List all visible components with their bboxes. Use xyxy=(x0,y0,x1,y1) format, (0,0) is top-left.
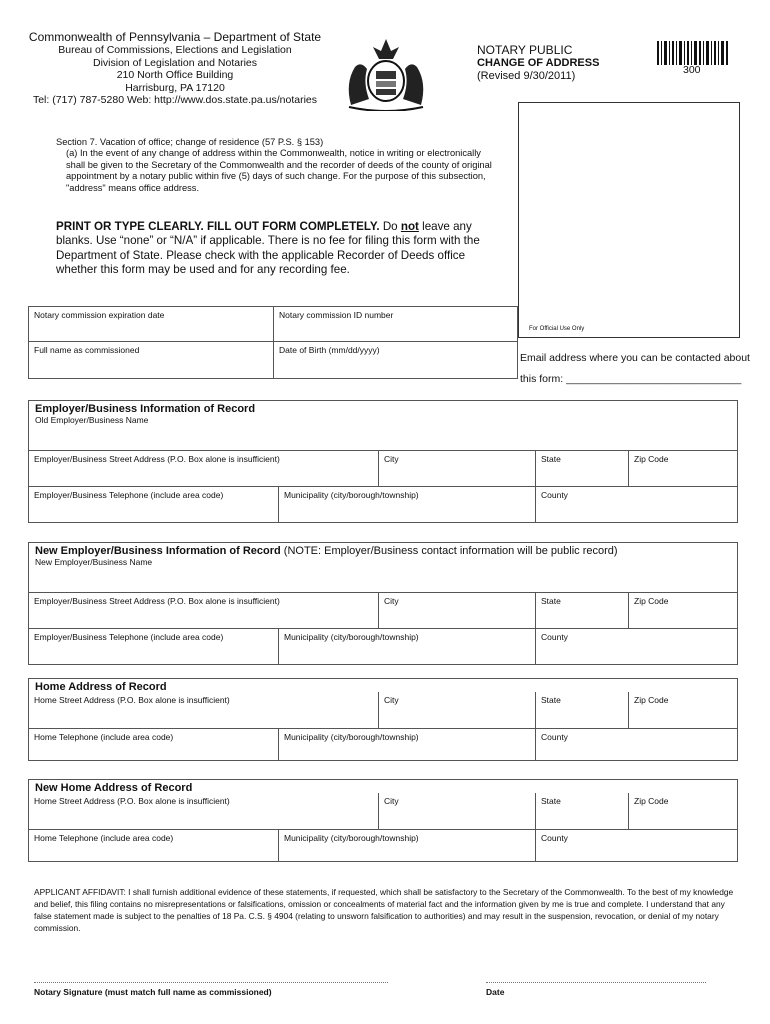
email-field[interactable]: ______________________________ xyxy=(566,373,742,385)
home-city-field[interactable]: City xyxy=(378,692,535,728)
new-employer-state-field[interactable]: State xyxy=(535,593,628,629)
home-state-field[interactable]: State xyxy=(535,692,628,728)
barcode-number: 300 xyxy=(683,64,701,76)
section7-heading: Section 7. Vacation of office; change of residence (57 P.S. § 153) xyxy=(56,137,324,147)
email-label: Email address where you can be contacted about xyxy=(520,352,750,364)
new-home-address-row xyxy=(29,793,737,829)
new-employer-phone-field[interactable]: Employer/Business Telephone (include area code) xyxy=(34,632,224,642)
instructions xyxy=(56,220,481,277)
new-employer-phone-row xyxy=(29,628,737,665)
official-use-label: For Official Use Only xyxy=(529,326,585,332)
new-employer-section xyxy=(28,542,738,665)
new-employer-address-row xyxy=(29,592,737,629)
section7-text xyxy=(56,137,496,194)
form-title-block xyxy=(477,44,599,83)
old-employer-zip-field[interactable]: Zip Code xyxy=(628,451,737,487)
new-home-municipality-field[interactable]: Municipality (city/borough/township) xyxy=(278,830,535,862)
notary-fields-table xyxy=(28,306,518,379)
new-home-zip-field[interactable]: Zip Code xyxy=(628,793,737,829)
new-home-street-field[interactable]: Home Street Address (P.O. Box alone is insufficient) xyxy=(34,796,230,806)
email-block xyxy=(520,348,760,390)
home-zip-field[interactable]: Zip Code xyxy=(628,692,737,728)
building-name: 210 North Office Building xyxy=(116,69,234,81)
new-employer-street-field[interactable]: Employer/Business Street Address (P.O. Box alone is insufficient) xyxy=(34,596,280,606)
dob-field[interactable] xyxy=(274,342,518,379)
new-employer-note: (NOTE: Employer/Business contact information will be public record) xyxy=(283,545,618,557)
new-employer-title-line xyxy=(29,543,737,557)
expiration-label: Notary commission expiration date xyxy=(34,310,165,320)
instructions-do: Do xyxy=(382,220,398,233)
instructions-bold: PRINT OR TYPE CLEARLY. FILL OUT FORM COMPLETELY. xyxy=(56,220,380,233)
home-address-row xyxy=(29,692,737,728)
old-employer-state-field[interactable]: State xyxy=(535,451,628,487)
old-employer-municipality-field[interactable]: Municipality (city/borough/township) xyxy=(278,487,535,523)
agency-header xyxy=(0,30,350,107)
full-name-field[interactable] xyxy=(29,342,274,379)
home-municipality-field[interactable]: Municipality (city/borough/township) xyxy=(278,729,535,761)
old-employer-city-field[interactable]: City xyxy=(378,451,535,487)
state-seal-icon xyxy=(341,33,431,111)
email-label-2: this form: xyxy=(520,373,564,385)
new-home-address-section xyxy=(28,779,738,862)
id-number-field[interactable] xyxy=(274,307,518,342)
home-street-field[interactable]: Home Street Address (P.O. Box alone is insufficient) xyxy=(34,695,230,705)
home-county-field[interactable]: County xyxy=(535,729,737,761)
old-employer-phone-row xyxy=(29,486,737,523)
contact-line: Tel: (717) 787-5280 Web: http://www.dos.state.pa.us/notaries xyxy=(32,94,318,106)
old-employer-address-row xyxy=(29,450,737,487)
instructions-not: not xyxy=(400,220,419,233)
new-employer-county-field[interactable]: County xyxy=(535,629,737,665)
instructions-rest: leave any blanks. Use “none” or “N/A” if applicable. There is no fee for filing this form with the Department of State. Please check with the applicable Recorder of Deeds office whether this form may be used and for any recording fee. xyxy=(56,220,480,276)
signature-label: Notary Signature (must match full name as commissioned) xyxy=(34,987,272,997)
city-line: Harrisburg, PA 17120 xyxy=(125,81,225,94)
new-home-phone-field[interactable]: Home Telephone (include area code) xyxy=(34,833,174,843)
bureau-name: Bureau of Commissions, Elections and Legislation xyxy=(58,44,292,56)
dob-label: Date of Birth (mm/dd/yyyy) xyxy=(279,345,380,355)
old-employer-phone-field[interactable]: Employer/Business Telephone (include area code) xyxy=(34,490,224,500)
home-phone-row xyxy=(29,728,737,761)
date-label: Date xyxy=(486,987,505,997)
new-employer-title: New Employer/Business Information of Record xyxy=(35,545,281,557)
old-employer-county-field[interactable]: County xyxy=(535,487,737,523)
date-field[interactable] xyxy=(486,982,706,983)
expiration-field[interactable] xyxy=(29,307,274,342)
official-use-box xyxy=(518,102,740,338)
applicant-affidavit: APPLICANT AFFIDAVIT: I shall furnish additional evidence of these statements, if requested, which shall be satisfactory to the Secretary of the Commonwealth. To the best of my knowledge and belief, this filing contains no misrepresentations or falsifications, omission or concealments of material fact and the information given by me is true and complete. I understand that any false statement made is subject to the penalties of 18 Pa. C.S. § 4904 (relating to unsworn falsification to authorities) and may result in the suspension, revocation, or denial of my notary commission. xyxy=(34,887,734,933)
form-title: NOTARY PUBLIC xyxy=(477,43,573,57)
signature-field[interactable] xyxy=(34,982,388,983)
id-number-label: Notary commission ID number xyxy=(279,310,394,320)
new-employer-city-field[interactable]: City xyxy=(378,593,535,629)
full-name-label: Full name as commissioned xyxy=(34,345,140,355)
new-home-county-field[interactable]: County xyxy=(535,830,737,862)
section7-body: (a) In the event of any change of address within the Commonwealth, notice in writing or electronically shall be given to the Secretary of the Commonwealth and the recorder of deeds of the county of original appointment by a notary public within five (5) days of such change. For the purpose of this subsection, "address" means office address. xyxy=(66,148,492,193)
agency-name: Commonwealth of Pennsylvania – Department of State xyxy=(28,30,322,44)
form-revision: (Revised 9/30/2011) xyxy=(477,70,576,82)
home-title: Home Address of Record xyxy=(35,681,167,693)
new-home-city-field[interactable]: City xyxy=(378,793,535,829)
new-employer-municipality-field[interactable]: Municipality (city/borough/township) xyxy=(278,629,535,665)
old-employer-title: Employer/Business Information of Record xyxy=(35,403,256,415)
new-home-phone-row xyxy=(29,829,737,862)
old-employer-street-field[interactable]: Employer/Business Street Address (P.O. Box alone is insufficient) xyxy=(34,454,280,464)
new-employer-name-field[interactable]: New Employer/Business Name xyxy=(35,557,153,567)
division-name: Division of Legislation and Notaries xyxy=(92,56,257,69)
barcode-icon xyxy=(657,41,729,65)
home-phone-field[interactable]: Home Telephone (include area code) xyxy=(34,732,174,742)
new-employer-zip-field[interactable]: Zip Code xyxy=(628,593,737,629)
new-home-title: New Home Address of Record xyxy=(35,782,193,794)
home-address-section xyxy=(28,678,738,761)
form-subtitle: CHANGE OF ADDRESS xyxy=(477,57,600,69)
new-home-state-field[interactable]: State xyxy=(535,793,628,829)
old-employer-name-field[interactable]: Old Employer/Business Name xyxy=(35,415,149,425)
old-employer-section xyxy=(28,400,738,523)
